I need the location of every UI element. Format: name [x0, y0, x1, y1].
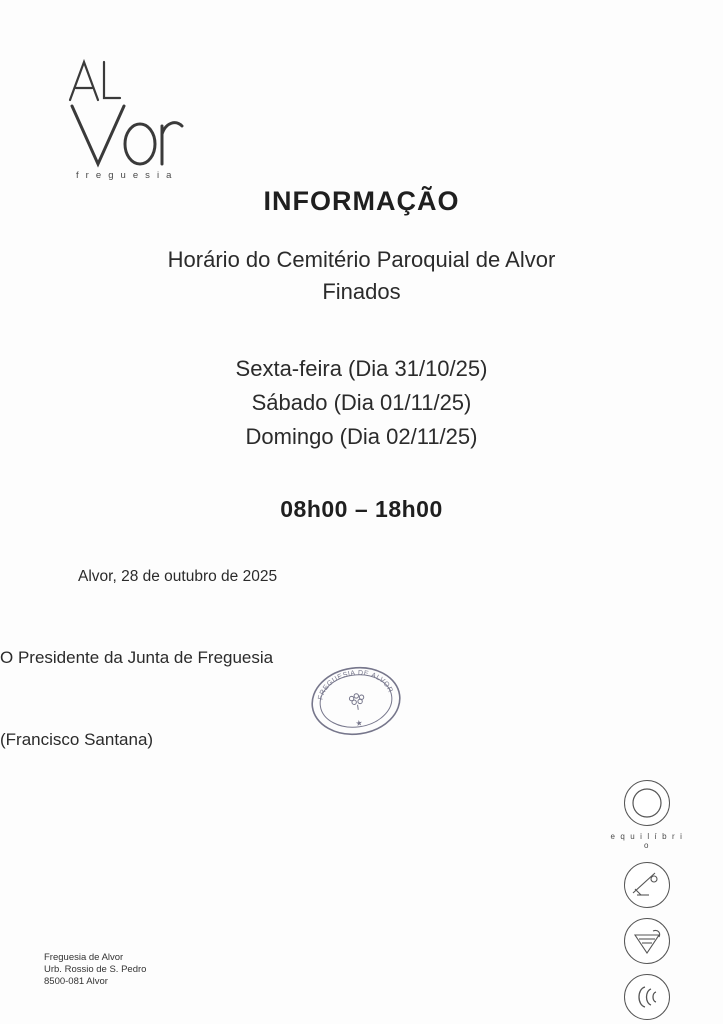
energy-icon [624, 974, 670, 1020]
footer-line-2: Urb. Rossio de S. Pedro [44, 964, 147, 975]
logo-subtitle: f r e g u e s i a [76, 170, 174, 181]
footer-line-3: 8500-081 Alvor [44, 976, 108, 987]
subtitle-line-2: Finados [322, 279, 401, 304]
signature-role: O Presidente da Junta de Freguesia [0, 648, 274, 667]
svg-text:FREGUESIA DE ALVOR: FREGUESIA DE ALVOR [317, 669, 394, 701]
equilibrio-circle-icon [624, 780, 670, 826]
dates-list [0, 352, 723, 454]
footer-line-1: Freguesia de Alvor [44, 952, 124, 963]
recycling-bin-icon [624, 862, 670, 908]
svg-text:★: ★ [354, 718, 364, 729]
document-subtitle [0, 244, 723, 308]
signature-name: (Francisco Santana) [0, 730, 154, 749]
date-item: Sexta-feira (Dia 31/10/25) [235, 356, 488, 381]
date-item: Domingo (Dia 02/11/25) [245, 424, 478, 449]
paper-recycling-icon [624, 918, 670, 964]
subtitle-line-1: Horário do Cemitério Paroquial de Alvor [167, 247, 556, 272]
certification-icons [609, 780, 685, 1030]
footer-address [44, 952, 146, 988]
opening-hours: 08h00 – 18h00 [280, 496, 443, 522]
date-item: Sábado (Dia 01/11/25) [251, 390, 472, 415]
place-and-date: Alvor, 28 de outubro de 2025 [78, 568, 278, 585]
page-title: INFORMAÇÃO [263, 186, 460, 216]
equilibrio-label: e q u i l í b r i o [610, 832, 684, 850]
alvor-logo [58, 48, 188, 188]
